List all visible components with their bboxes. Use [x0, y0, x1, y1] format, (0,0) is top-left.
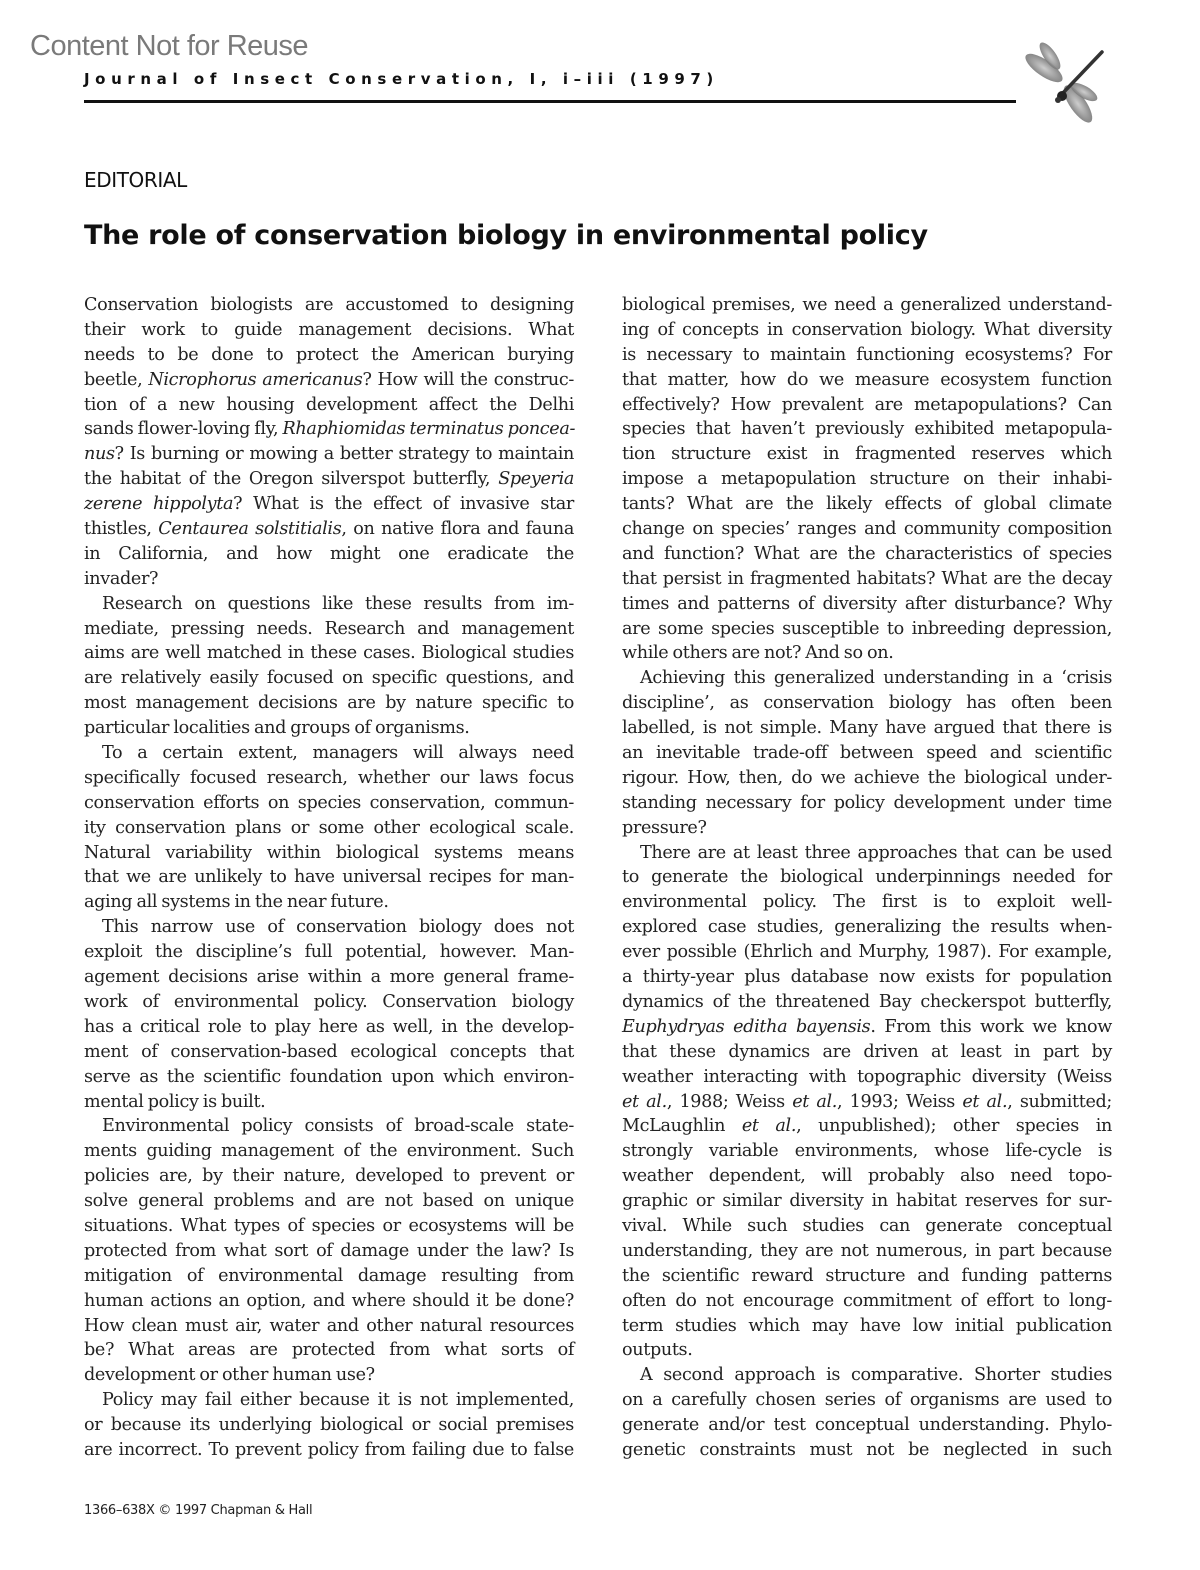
text-segment: that matter, how do we measure ecosystem function	[622, 369, 1112, 390]
italic-species-name: nus	[84, 444, 115, 465]
text-segment: standing necessary for policy development under time	[622, 792, 1112, 813]
text-segment: ment of conservation-based ecological concepts that	[84, 1041, 574, 1062]
copyright-footer: 1366–638X © 1997 Chapman & Hall	[84, 1503, 313, 1518]
text-segment: times and patterns of diversity after disturbance? Why	[622, 593, 1112, 614]
text-segment: ever possible (Ehrlich and Murphy, 1987). For example,	[622, 942, 1112, 963]
text-segment: Achieving this generalized understanding in a ‘crisis	[640, 668, 1112, 689]
text-line	[84, 1239, 574, 1264]
text-segment: term studies which may have low initial publication	[622, 1315, 1112, 1336]
text-line	[622, 592, 1112, 617]
text-segment: situations. What types of species or ecosystems will be	[84, 1215, 574, 1236]
text-segment: their work to guide management decisions. What	[84, 319, 574, 340]
italic-species-name: zerene hippolyta	[84, 494, 234, 515]
text-segment: Policy may fail either because it is not implemented,	[102, 1390, 574, 1411]
text-segment: change on species’ ranges and community composition	[622, 519, 1112, 540]
text-segment: To a certain extent, managers will always need	[102, 743, 574, 764]
journal-citation: Journal of Insect Conservation, I, i–iii (1997)	[84, 70, 719, 88]
text-line	[622, 1139, 1112, 1164]
body-column-left	[84, 293, 574, 1463]
text-line	[84, 1139, 574, 1164]
italic-species-name: Nicrophorus americanus	[148, 369, 363, 390]
text-line	[84, 890, 574, 915]
text-line	[84, 1338, 574, 1363]
text-line	[622, 492, 1112, 517]
text-segment: development or other human use?	[84, 1365, 375, 1386]
text-line	[84, 766, 574, 791]
text-line	[84, 940, 574, 965]
text-line	[84, 1214, 574, 1239]
text-line	[622, 1214, 1112, 1239]
text-segment: Environmental policy consists of broad-scale state-	[102, 1116, 574, 1137]
text-line	[84, 1164, 574, 1189]
text-line	[622, 1338, 1112, 1363]
text-line	[84, 1363, 574, 1388]
text-line	[622, 1090, 1112, 1115]
text-segment: protected from what sort of damage under the law? Is	[84, 1240, 574, 1261]
text-line	[622, 965, 1112, 990]
text-segment: , unpublished); other species in	[796, 1116, 1113, 1137]
text-line	[84, 1314, 574, 1339]
text-line	[84, 641, 574, 666]
text-line	[622, 666, 1112, 691]
text-line	[622, 1314, 1112, 1339]
text-segment: biological premises, we need a generalized understand-	[622, 295, 1112, 315]
italic-species-name: Centaurea solstitialis	[158, 519, 342, 540]
text-segment: vival. While such studies can generate conceptual	[622, 1215, 1112, 1236]
text-segment: that we are unlikely to have universal recipes for man-	[84, 867, 574, 888]
text-line	[84, 666, 574, 691]
text-segment: aims are well matched in these cases. Biological studies	[84, 643, 574, 664]
text-line	[84, 1289, 574, 1314]
text-segment: has a critical role to play here as well, in the develop-	[84, 1016, 574, 1037]
text-line	[84, 716, 574, 741]
text-line	[622, 1289, 1112, 1314]
text-line	[622, 691, 1112, 716]
text-line	[84, 1015, 574, 1040]
text-segment: species that haven’t previously exhibited metapopula-	[622, 419, 1112, 440]
text-segment: sands flower-loving fly,	[84, 419, 283, 440]
text-line	[622, 940, 1112, 965]
text-line	[84, 617, 574, 642]
text-line	[84, 1189, 574, 1214]
text-line	[84, 1040, 574, 1065]
text-line	[84, 442, 574, 467]
text-segment: effectively? How prevalent are metapopulations? Can	[622, 394, 1112, 415]
text-line	[84, 691, 574, 716]
italic-species-name: Rhaphiomidas terminatus poncea-	[282, 419, 576, 440]
text-line	[84, 841, 574, 866]
text-segment: , on native flora and fauna	[341, 519, 575, 540]
text-segment: , 1993; Weiss	[837, 1091, 963, 1112]
text-segment: , 1988; Weiss	[666, 1091, 793, 1112]
text-line	[84, 965, 574, 990]
text-line	[622, 318, 1112, 343]
text-segment: pressure?	[622, 817, 707, 838]
text-segment: the habitat of the Oregon silverspot butterfly,	[84, 469, 499, 490]
text-segment: outputs.	[622, 1340, 693, 1361]
text-segment: generate and/or test conceptual understanding. Phylo-	[622, 1415, 1112, 1436]
text-line	[622, 1164, 1112, 1189]
text-segment: labelled, is not simple. Many have argued that there is	[622, 718, 1112, 739]
section-label: EDITORIAL	[84, 168, 187, 192]
text-segment: ? Is burning or mowing a better strategy to maintain	[114, 444, 574, 465]
text-line	[622, 343, 1112, 368]
text-line	[622, 791, 1112, 816]
text-segment: . From this work we know	[870, 1016, 1112, 1037]
watermark: Content Not for Reuse	[30, 30, 309, 62]
text-line	[622, 617, 1112, 642]
text-line	[84, 741, 574, 766]
text-line	[622, 1065, 1112, 1090]
header-rule	[84, 100, 1016, 103]
text-segment: tion of a new housing development affect the Delhi	[84, 394, 574, 415]
text-segment: McLaughlin	[622, 1116, 742, 1137]
text-segment: How clean must air, water and other natural resources	[84, 1315, 574, 1336]
text-segment: an inevitable trade-off between speed and scientific	[622, 743, 1112, 764]
text-segment: weather interacting with topographic diversity (Weiss	[622, 1066, 1112, 1087]
text-segment: Conservation biologists are accustomed to designing	[84, 295, 574, 315]
text-segment: ? How will the construc-	[362, 369, 574, 390]
text-segment: needs to be done to protect the American burying	[84, 344, 574, 365]
text-line	[622, 890, 1112, 915]
text-line	[622, 417, 1112, 442]
italic-species-name: et al.	[962, 1091, 1008, 1112]
text-line	[622, 1413, 1112, 1438]
dragonfly-icon	[1012, 34, 1112, 134]
text-line	[622, 1114, 1112, 1139]
text-line	[84, 816, 574, 841]
text-segment: that these dynamics are driven at least in part by	[622, 1041, 1112, 1062]
text-line	[84, 467, 574, 492]
text-line	[84, 343, 574, 368]
text-line	[622, 567, 1112, 592]
text-segment: Natural variability within biological systems means	[84, 842, 574, 863]
text-segment: human actions an option, and where should it be done?	[84, 1290, 574, 1311]
text-line	[622, 293, 1112, 318]
text-segment: often do not encourage commitment of effort to long-	[622, 1290, 1112, 1311]
text-line	[622, 841, 1112, 866]
text-line	[622, 368, 1112, 393]
text-segment: rigour. How, then, do we achieve the biological under-	[622, 767, 1112, 788]
text-line	[84, 417, 574, 442]
text-segment: strongly variable environments, whose life-cycle is	[622, 1141, 1112, 1162]
text-line	[84, 517, 574, 542]
text-segment: discipline’, as conservation biology has often been	[622, 693, 1112, 714]
text-line	[622, 393, 1112, 418]
text-segment: specifically focused research, whether our laws focus	[84, 767, 574, 788]
text-segment: A second approach is comparative. Shorter studies	[640, 1365, 1112, 1386]
text-segment: particular localities and groups of organisms.	[84, 718, 470, 739]
text-segment: dynamics of the threatened Bay checkerspot butterfly,	[622, 991, 1112, 1012]
text-line	[84, 865, 574, 890]
text-segment: There are at least three approaches that can be used	[640, 842, 1112, 863]
text-segment: mental policy is built.	[84, 1091, 266, 1112]
text-segment: that persist in fragmented habitats? What are the decay	[622, 568, 1112, 589]
text-segment: tants? What are the likely effects of global climate	[622, 494, 1112, 515]
text-segment: mediate, pressing needs. Research and management	[84, 618, 574, 639]
italic-species-name: et al.	[741, 1116, 797, 1137]
body-column-right	[622, 293, 1112, 1463]
text-segment: serve as the scientific foundation upon which environ-	[84, 1066, 574, 1087]
text-segment: explored case studies, generalizing the results when-	[622, 917, 1112, 938]
text-segment: most management decisions are by nature specific to	[84, 693, 574, 714]
text-line	[622, 1363, 1112, 1388]
text-line	[622, 641, 1112, 666]
text-line	[622, 1015, 1112, 1040]
text-line	[622, 865, 1112, 890]
text-segment: on a carefully chosen series of organisms are used to	[622, 1390, 1112, 1411]
text-line	[84, 1090, 574, 1115]
text-line	[84, 592, 574, 617]
text-segment: and function? What are the characteristics of species	[622, 543, 1112, 564]
text-segment: ing of concepts in conservation biology. What diversity	[622, 319, 1112, 340]
text-line	[622, 1388, 1112, 1413]
text-line	[84, 368, 574, 393]
text-line	[622, 716, 1112, 741]
text-segment: tion structure exist in fragmented reserves which	[622, 444, 1112, 465]
text-line	[622, 741, 1112, 766]
text-line	[84, 393, 574, 418]
text-line	[84, 1264, 574, 1289]
text-line	[84, 1114, 574, 1139]
text-line	[622, 542, 1112, 567]
text-segment: to generate the biological underpinnings needed for	[622, 867, 1112, 888]
italic-species-name: Speyeria	[498, 469, 574, 490]
text-segment: work of environmental policy. Conservation biology	[84, 991, 574, 1012]
article-title: The role of conservation biology in environmental policy	[84, 220, 928, 251]
text-line	[84, 1388, 574, 1413]
text-segment: are relatively easily focused on specific questions, and	[84, 668, 574, 689]
text-segment: thistles,	[84, 519, 159, 540]
text-segment: mitigation of environmental damage resulting from	[84, 1265, 574, 1286]
text-line	[622, 1438, 1112, 1463]
text-segment: ments guiding management of the environment. Such	[84, 1141, 574, 1162]
text-line	[622, 1239, 1112, 1264]
text-line	[84, 990, 574, 1015]
text-line	[622, 766, 1112, 791]
text-segment: the scientific reward structure and funding patterns	[622, 1265, 1112, 1286]
text-segment: exploit the discipline’s full potential, however. Man-	[84, 942, 574, 963]
text-segment: policies are, by their nature, developed to prevent or	[84, 1166, 574, 1187]
italic-species-name: et al.	[622, 1091, 667, 1112]
text-line	[84, 318, 574, 343]
text-segment: genetic constraints must not be neglected in such	[622, 1439, 1112, 1460]
text-line	[84, 791, 574, 816]
text-line	[84, 1065, 574, 1090]
text-line	[622, 816, 1112, 841]
text-line	[84, 915, 574, 940]
text-line	[622, 990, 1112, 1015]
text-line	[622, 442, 1112, 467]
text-segment: are incorrect. To prevent policy from failing due to false	[84, 1439, 574, 1460]
text-segment: conservation efforts on species conservation, commun-	[84, 792, 574, 813]
text-line	[84, 492, 574, 517]
text-line	[622, 467, 1112, 492]
text-segment: , submitted;	[1007, 1091, 1113, 1112]
text-line	[622, 915, 1112, 940]
text-line	[622, 1189, 1112, 1214]
text-segment: be? What areas are protected from what sorts of	[84, 1340, 574, 1361]
text-line	[84, 1438, 574, 1463]
text-segment: weather dependent, will probably also need topo-	[622, 1166, 1112, 1187]
text-segment: ity conservation plans or some other ecological scale.	[84, 817, 574, 838]
text-segment: invader?	[84, 568, 159, 589]
text-segment: impose a metapopulation structure on their inhabi-	[622, 469, 1112, 490]
text-segment: aging all systems in the near future.	[84, 892, 389, 913]
italic-species-name: et al.	[792, 1091, 838, 1112]
text-segment: while others are not? And so on.	[622, 643, 894, 664]
text-segment: Research on questions like these results from im-	[102, 593, 574, 614]
text-segment: agement decisions arise within a more general frame-	[84, 967, 574, 988]
text-segment: solve general problems and are not based on unique	[84, 1191, 574, 1212]
text-segment: beetle,	[84, 369, 149, 390]
text-line	[84, 293, 574, 318]
text-line	[84, 1413, 574, 1438]
text-segment: understanding, they are not numerous, in part because	[622, 1240, 1112, 1261]
text-segment: in California, and how might one eradicate the	[84, 543, 574, 564]
text-segment: is necessary to maintain functioning ecosystems? For	[622, 344, 1112, 365]
text-line	[84, 542, 574, 567]
text-segment: a thirty-year plus database now exists for population	[622, 967, 1112, 988]
text-line	[84, 567, 574, 592]
text-line	[622, 517, 1112, 542]
italic-species-name: Euphydryas editha bayensis	[622, 1016, 871, 1037]
text-segment: graphic or similar diversity in habitat reserves for sur-	[622, 1191, 1112, 1212]
text-segment: This narrow use of conservation biology does not	[102, 917, 574, 938]
text-line	[622, 1264, 1112, 1289]
text-segment: are some species susceptible to inbreeding depression,	[622, 618, 1112, 639]
text-segment: ? What is the effect of invasive star	[233, 494, 574, 515]
text-line	[622, 1040, 1112, 1065]
text-segment: environmental policy. The first is to exploit well-	[622, 892, 1112, 913]
text-segment: or because its underlying biological or social premises	[84, 1415, 574, 1436]
